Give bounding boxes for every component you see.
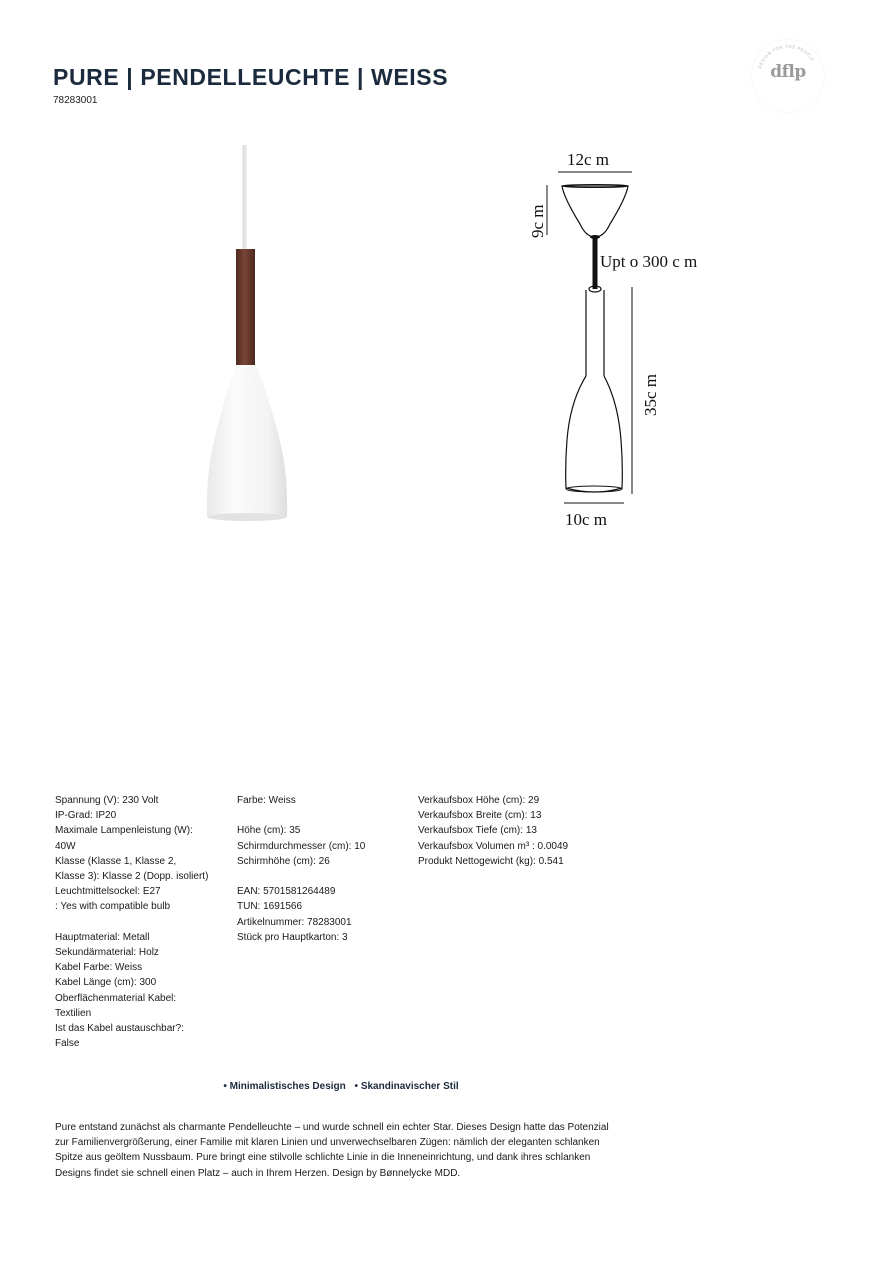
neck-outline: [586, 290, 604, 376]
spec-line: [237, 869, 365, 884]
spec-line: Klasse (Klasse 1, Klasse 2,: [55, 855, 177, 867]
logo-ring-text: DESIGN FOR THE PEOPLE: [757, 43, 816, 70]
spec-line: Höhe (cm): 35: [237, 825, 301, 837]
spec-line: Verkaufsbox Tiefe (cm): 13: [418, 825, 537, 837]
spec-line: Verkaufsbox Volumen m³ : 0.0049: [418, 840, 569, 852]
spec-line: Textilien: [55, 1007, 92, 1019]
spec-line: : Yes with compatible bulb: [55, 901, 171, 913]
spec-line: Farbe: Weiss: [237, 795, 296, 806]
wooden-neck: [236, 249, 255, 367]
spec-line: Hauptmaterial: Metall: [55, 931, 150, 943]
spec-line: Schirmhöhe (cm): 26: [237, 855, 330, 867]
spec-line: Verkaufsbox Höhe (cm): 29: [418, 795, 540, 806]
spec-line: False: [55, 1038, 80, 1050]
spec-line: Ist das Kabel austauschbar?:: [55, 1023, 184, 1035]
spec-line: TUN: 1691566: [237, 901, 303, 913]
product-description: Pure entstand zunächst als charmante Pendelleuchte – und wurde schnell ein echter Star. Dieses Design hatte das Potenzial zur Familienvergrößerung, einer Familie mit klaren Linien und unverwechselbaren Zügen: nämlich der eleganten schlanken Spitze aus geöltem Nussbaum. Pure bringt eine stilvolle schlichte Linie in die Inneneinrichtung, und dank ihres schlanken Designs findet sie schnell einen Platz – auch in Ihrem Herzen. Design by Bønnelycke MDD.: [55, 1122, 609, 1179]
spec-line: Kabel Länge (cm): 300: [55, 977, 157, 989]
feature-list: [0, 1081, 682, 1092]
shade-outline: [566, 376, 623, 492]
spec-line: Oberflächenmaterial Kabel:: [55, 992, 177, 1004]
spec-line: Produkt Nettogewicht (kg): 0.541: [418, 855, 564, 867]
spec-line: Sekundärmaterial: Holz: [55, 947, 159, 959]
cable-outline: [593, 237, 598, 289]
dimension-drawing: [520, 140, 740, 540]
spec-line: [55, 915, 208, 930]
feature-item: • Skandinavischer Stil: [354, 1081, 459, 1092]
spec-line: IP-Grad: IP20: [55, 810, 117, 822]
specs-column-2: [237, 793, 365, 945]
spec-line: Maximale Lampenleistung (W):: [55, 825, 193, 837]
spec-line: 40W: [55, 840, 76, 852]
white-shade: [207, 365, 287, 521]
specs-column-3: [418, 793, 568, 869]
spec-line: Leuchtmittelsockel: E27: [55, 886, 161, 898]
spec-line: Spannung (V): 230 Volt: [55, 795, 159, 806]
cable-length-label: Upt o 300 c m: [600, 252, 698, 271]
shade-width-label: 10c m: [565, 510, 608, 529]
spec-line: [237, 808, 365, 823]
canopy-height-label: 9c m: [528, 204, 547, 238]
feature-item: • Minimalistisches Design: [223, 1081, 346, 1092]
logo-wordmark: dflp: [770, 62, 806, 82]
spec-line: EAN: 5701581264489: [237, 886, 336, 898]
shade-height-label: 35c m: [641, 373, 660, 416]
brand-logo: [752, 40, 824, 112]
product-photo: [195, 145, 305, 525]
spec-line: Stück pro Hauptkarton: 3: [237, 931, 348, 943]
spec-line: Kabel Farbe: Weiss: [55, 962, 143, 974]
spec-line: Verkaufsbox Breite (cm): 13: [418, 810, 542, 822]
canopy-outline: [562, 186, 628, 237]
spec-line: Klasse 3): Klasse 2 (Dopp. isoliert): [55, 871, 209, 883]
canopy-width-label: 12c m: [567, 150, 610, 169]
product-sku: 78283001: [53, 95, 98, 106]
spec-line: Schirmdurchmesser (cm): 10: [237, 840, 366, 852]
specs-column-1: [55, 793, 208, 1051]
spec-line: Artikelnummer: 78283001: [237, 916, 352, 928]
page-title: PURE | PENDELLEUCHTE | WEISS: [53, 64, 449, 90]
